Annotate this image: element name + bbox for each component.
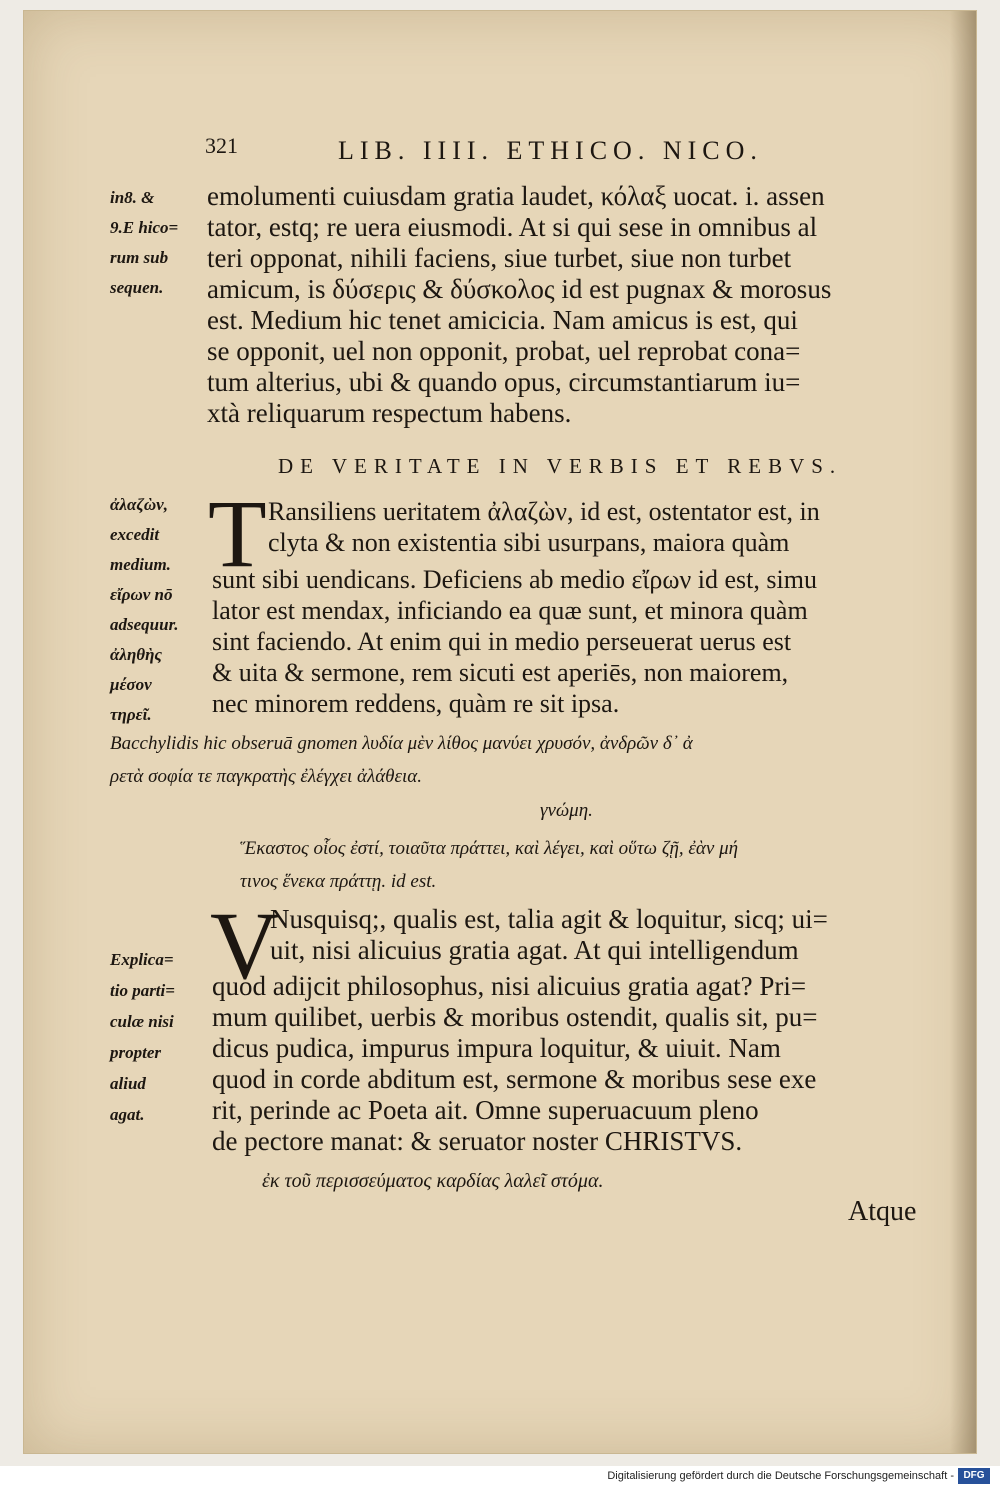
margin-note-2-line: ἀληθὴς	[110, 645, 163, 664]
gnome-label: γνώμη.	[540, 800, 593, 821]
para2-line: & uita & sermone, rem sicuti est aperiēs, non maiorem,	[212, 658, 789, 687]
para1-line: emolumenti cuiusdam gratia laudet, κόλαξ uocat. i. assen	[207, 181, 825, 211]
para1-line: teri opponat, nihili faciens, siue turbet, siue non turbet	[207, 243, 792, 273]
para1-line: xtà reliquarum respectum habens.	[207, 398, 572, 428]
margin-note-2-line: medium.	[110, 555, 171, 574]
para3-line: de pectore manat: & seruator noster CHRISTVS.	[212, 1126, 743, 1156]
para3-line: uit, nisi alicuius gratia agat. At qui intelligendum	[270, 935, 799, 965]
para2-line: lator est mendax, inficiando ea quæ sunt, et minora quàm	[212, 596, 808, 625]
para2-line: sunt sibi uendicans. Deficiens ab medio εἴρων id est, simu	[212, 565, 817, 594]
drop-cap-V: V	[210, 892, 280, 999]
margin-note-1-line: sequen.	[110, 278, 164, 297]
margin-note-3-line: agat.	[110, 1105, 145, 1124]
catchword: Atque	[848, 1196, 917, 1227]
funding-credit: Digitalisierung gefördert durch die Deutsche Forschungsgemeinschaft -	[607, 1470, 954, 1482]
margin-note-1-line: rum sub	[110, 248, 169, 267]
para1-line: est. Medium hic tenet amicicia. Nam amicus is est, qui	[207, 305, 798, 335]
section-title: DE VERITATE IN VERBIS ET REBVS.	[278, 454, 843, 478]
margin-note-2-line: adsequur.	[110, 615, 179, 634]
para3-line: quod adijcit philosophus, nisi alicuius gratia agat? Pri=	[212, 971, 807, 1001]
margin-note-2-line: excedit	[110, 525, 160, 544]
greek-quote-line: τινος ἕνεκα πράττῃ. id est.	[240, 871, 437, 892]
para3-line: mum quilibet, uerbis & moribus ostendit, qualis sit, pu=	[212, 1002, 818, 1032]
para2-line: clyta & non existentia sibi usurpans, maiora quàm	[268, 528, 790, 557]
running-title: LIB. IIII. ETHICO. NICO.	[338, 136, 763, 165]
margin-note-3-line: tio parti=	[110, 981, 175, 1000]
margin-note-3-line: aliud	[110, 1074, 146, 1093]
margin-note-2-line: ἀλαζὼν,	[110, 495, 168, 514]
margin-note-3-line: culæ nisi	[110, 1012, 174, 1031]
folio-number: 321	[205, 133, 238, 158]
para1-line: tum alterius, ubi & quando opus, circumstantiarum iu=	[207, 367, 801, 397]
para3-line: rit, perinde ac Poeta ait. Omne superuacuum pleno	[212, 1095, 759, 1125]
greek-quote-line: Ἕκαστος οἷος ἐστί, τοιαῦτα πράττει, καὶ λέγει, καὶ οὕτω ζῇ, ἐὰν μή	[240, 838, 739, 859]
para1-line: se opponit, uel non opponit, probat, uel reprobat cona=	[207, 336, 801, 366]
annotation-line: Bacchylidis hic obseruā gnomen λυδία μὲν λίθος μανύει χρυσόν, ἀνδρῶν δ᾽ ἀ	[110, 733, 693, 754]
margin-note-3-line: Explica=	[110, 950, 174, 969]
para3-line: quod in corde abditum est, sermone & moribus sese exe	[212, 1064, 817, 1094]
para3-line: dicus pudica, impurus impura loquitur, & uiuit. Nam	[212, 1033, 781, 1063]
margin-note-1-line: 9.E hico=	[110, 218, 179, 237]
margin-note-2-line: τηρεῖ.	[110, 705, 152, 724]
page-spine-shadow	[950, 11, 976, 1453]
annotation-line: ρετὰ σοφία τε παγκρατὴς ἐλέγχει ἀλάθεια.	[110, 766, 422, 787]
margin-note-2-line: εἴρων nō	[110, 585, 173, 604]
drop-cap-T: T	[208, 480, 267, 587]
dfg-logo: DFG	[958, 1468, 990, 1484]
para3-line: Nusquisq;, qualis est, talia agit & loquitur, sicq; ui=	[270, 904, 828, 934]
margin-note-3-line: propter	[110, 1043, 161, 1062]
para1-line: tator, estq; re uera eiusmodi. At si qui sese in omnibus al	[207, 212, 818, 242]
greek-closing-quote: ἐκ τοῦ περισσεύματος καρδίας λαλεῖ στόμα.	[262, 1170, 604, 1192]
para2-line: Ransiliens ueritatem ἀλαζὼν, id est, ostentator est, in	[268, 497, 820, 526]
margin-note-1-line: in8. &	[110, 188, 155, 207]
margin-note-2-line: μέσον	[110, 675, 152, 694]
para2-line: nec minorem reddens, quàm re sit ipsa.	[212, 689, 620, 718]
para2-line: sint faciendo. At enim qui in medio perseuerat uerus est	[212, 627, 792, 656]
para1-line: amicum, is δύσερις & δύσκολος id est pugnax & morosus	[207, 274, 832, 304]
